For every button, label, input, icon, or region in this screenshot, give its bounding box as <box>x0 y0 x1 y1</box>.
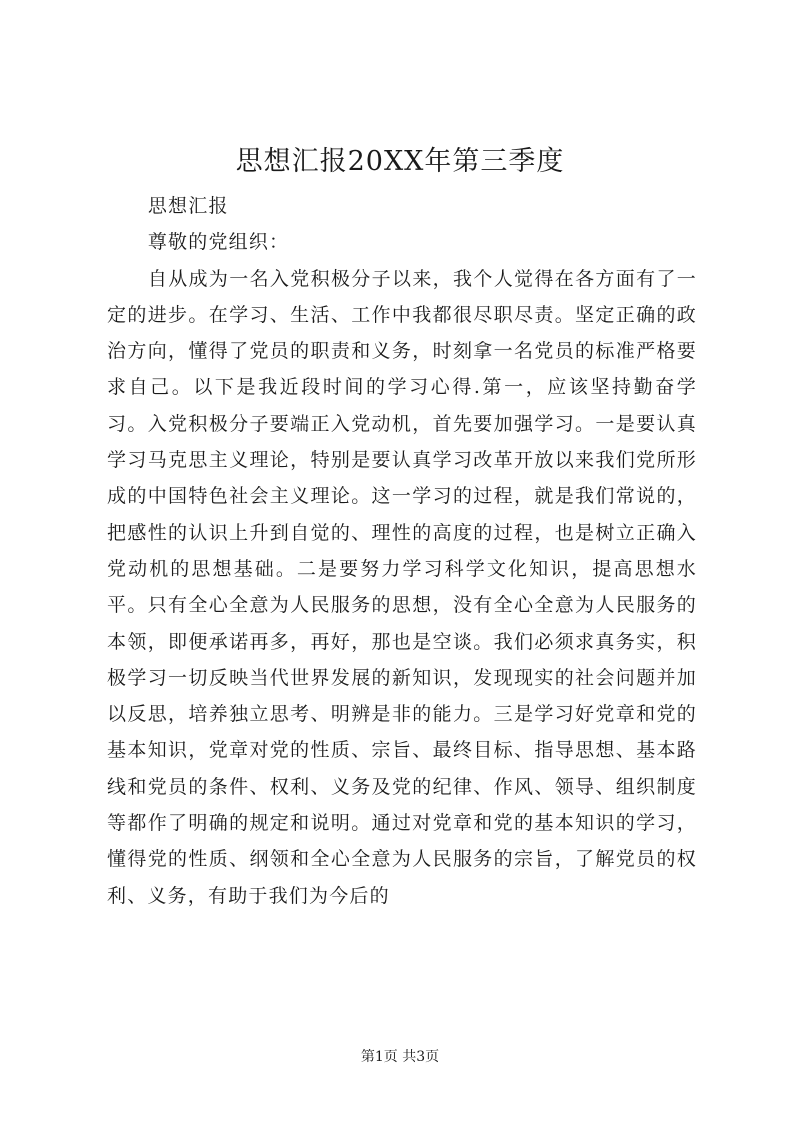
page-footer: 第1页 共3页 <box>360 1049 440 1065</box>
salutation-paragraph: 尊敬的党组织： <box>147 231 290 254</box>
heading-paragraph: 思想汇报 <box>147 195 229 217</box>
document-title: 思想汇报20XX年第三季度 <box>235 146 565 177</box>
body-paragraph: 自从成为一名入党积极分子以来，我个人觉得在各方面有了一定的进步。在学习、生活、工作中我都很尽职尽责。坚定正确的政治方向，懂得了党员的职责和义务，时刻拿一名党员的标准严格要求自己。以下是我近段时间的学习心得.第一，应该坚持勤奋学习。入党积极分子要端正入党动机，首先要加强学习。一是要认真学习马克思主义理论，特别是要认真学习改革开放以来我们党所形成的中国特色社会主义理论。这一学习的过程，就是我们常说的，把感性的认识上升到自觉的、理性的高度的过程，也是树立正确入党动机的思想基础。二是要努力学习科学文化知识，提高思想水平。只有全心全意为人民服务的思想，没有全心全意为人民服务的本领，即便承诺再多，再好，那也是空谈。我们必须求真务实，积极学习一切反映当代世界发展的新知识，发现现实的社会问题并加以反思，培养独立思考、明辨是非的能力。三是学习好党章和党的基本知识，党章对党的性质、宗旨、最终目标、指导思想、基本路线和党员的条件、权利、义务及党的纪律、作风、领导、组织制度等都作了明确的规定和说明。通过对党章和党的基本知识的学习，懂得党的性质、纲领和全心全意为人民服务的宗旨，了解党员的权利、义务，有助于我们为今后的 <box>107 267 697 907</box>
document-body <box>107 188 697 914</box>
